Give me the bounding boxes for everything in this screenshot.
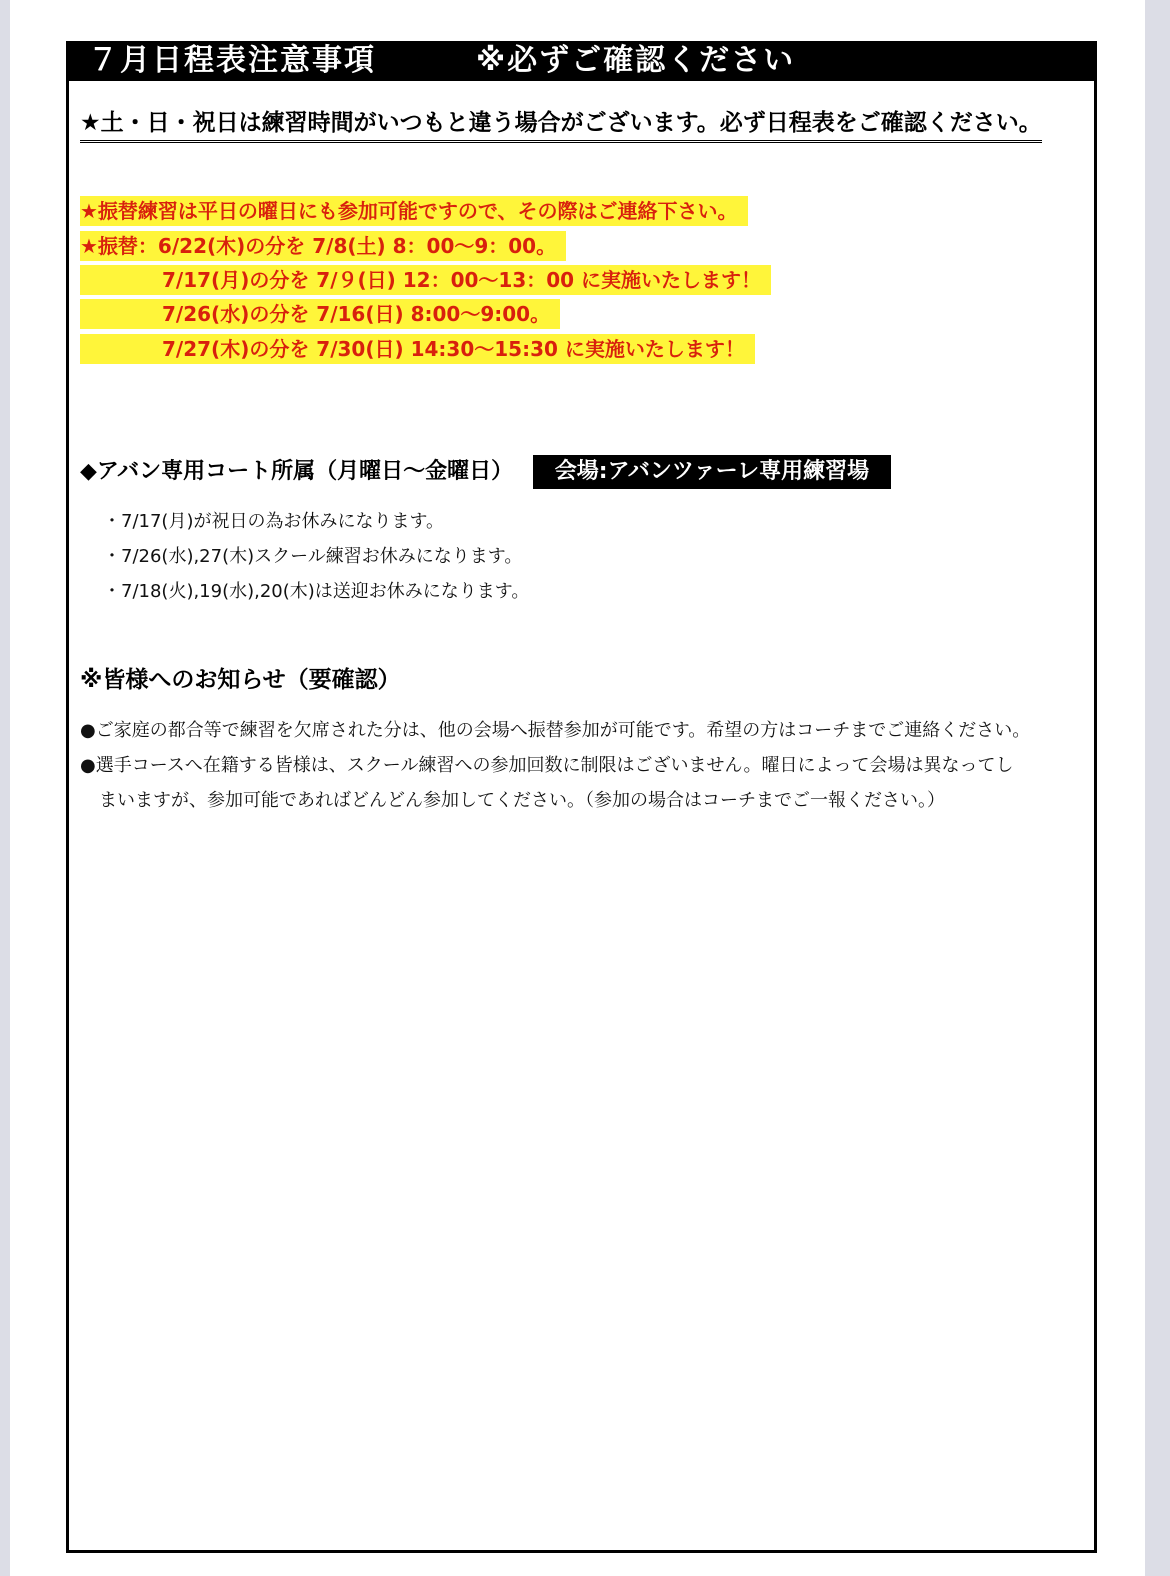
page-title: ７月日程表注意事項 bbox=[88, 43, 376, 78]
makeup-notice-text: ★振替練習は平日の曜日にも参加可能ですので、その際はご連絡下さい。 bbox=[80, 199, 738, 223]
court-notice-item: ・7/26(水),27(木)スクール練習お休みになります。 bbox=[103, 546, 523, 567]
makeup-schedule-3 bbox=[80, 299, 560, 329]
makeup-notice bbox=[80, 196, 748, 226]
court-notice-item: ・7/18(火),19(水),20(木)は送迎お休みになります。 bbox=[103, 581, 530, 602]
venue-badge: 会場:アバンツァーレ専用練習場 bbox=[533, 455, 891, 489]
info-heading: ※皆様へのお知らせ（要確認） bbox=[80, 667, 401, 693]
title-bar bbox=[66, 41, 1097, 81]
info-item-continuation: まいますが、参加可能であればどんどん参加してください。（参加の場合はコーチまでご一報ください。） bbox=[99, 790, 945, 811]
info-item: ●ご家庭の都合等で練習を欠席された分は、他の会場へ振替参加が可能です。希望の方はコーチまでご連絡ください。 bbox=[80, 720, 1031, 741]
makeup-schedule-text: 7/26(水)の分を 7/16(日) 8:00〜9:00。 bbox=[162, 302, 551, 326]
page-subtitle: ※必ずご確認ください bbox=[476, 43, 796, 78]
makeup-schedule-text: 7/27(木)の分を 7/30(日) 14:30〜15:30 に実施いたします！ bbox=[162, 337, 745, 361]
court-notice-item: ・7/17(月)が祝日の為お休みになります。 bbox=[103, 511, 445, 532]
makeup-schedule-1 bbox=[80, 231, 566, 261]
info-item: ●選手コースへ在籍する皆様は、スクール練習への参加回数に制限はございません。曜日によって会場は異なってし bbox=[80, 755, 1014, 776]
makeup-schedule-2 bbox=[80, 265, 771, 295]
makeup-schedule-text: ★振替：6/22(木)の分を 7/8(土) 8：00〜9：00。 bbox=[80, 234, 557, 258]
court-section-heading: ◆アバン専用コート所属（月曜日〜金曜日） bbox=[80, 459, 514, 484]
makeup-schedule-4 bbox=[80, 334, 755, 364]
makeup-schedule-text: 7/17(月)の分を 7/９(日) 12：00〜13：00 に実施いたします！ bbox=[162, 268, 762, 292]
weekend-notice: ★土・日・祝日は練習時間がいつもと違う場合がございます。必ず日程表をご確認ください。 bbox=[80, 108, 1042, 143]
